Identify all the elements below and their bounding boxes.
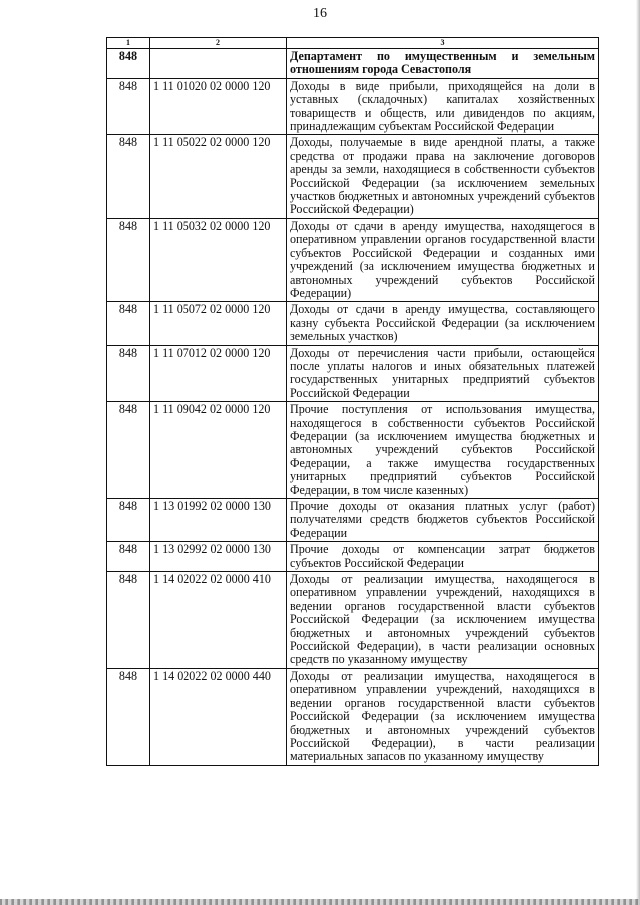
table-row <box>107 402 599 499</box>
revenue-code-cell: 1 11 05022 02 0000 120 <box>150 135 287 218</box>
revenue-description-cell: Доходы от сдачи в аренду имущества, составляющего казну субъекта Российской Федерации (за исключением земельных участков) <box>287 302 599 345</box>
table-row <box>107 302 599 345</box>
revenue-code-cell: 1 14 02022 02 0000 410 <box>150 572 287 669</box>
revenue-code-cell: 1 11 05072 02 0000 120 <box>150 302 287 345</box>
scan-bottom-noise <box>0 899 640 905</box>
column-number-2: 2 <box>150 38 287 49</box>
revenue-codes-table <box>106 37 599 766</box>
admin-code-cell: 848 <box>107 402 150 499</box>
revenue-code-cell: 1 13 02992 02 0000 130 <box>150 542 287 572</box>
admin-code-cell: 848 <box>107 49 150 79</box>
admin-code-cell: 848 <box>107 302 150 345</box>
column-number-row <box>107 38 599 49</box>
table-row <box>107 572 599 669</box>
table-row <box>107 542 599 572</box>
revenue-code-cell: 1 11 07012 02 0000 120 <box>150 345 287 402</box>
revenue-description-cell: Прочие поступления от использования имущества, находящегося в собственности субъектов Российской Федерации (за исключением имущества бюджетных и автономных учреждений субъектов Российской Федерации, а также имущества государственных унитарных предприятий субъектов Российской Федерации, в том числе казенных) <box>287 402 599 499</box>
revenue-description-cell: Прочие доходы от оказания платных услуг (работ) получателями средств бюджетов субъектов Российской Федерации <box>287 499 599 542</box>
scan-edge-shadow <box>636 0 640 905</box>
admin-code-cell: 848 <box>107 542 150 572</box>
revenue-code-cell <box>150 49 287 79</box>
revenue-description-cell: Доходы в виде прибыли, приходящейся на доли в уставных (складочных) капиталах хозяйственных товариществ и обществ, или дивидендов по акциям, принадлежащим субъектам Российской Федерации <box>287 78 599 135</box>
admin-code-cell: 848 <box>107 345 150 402</box>
table-header <box>107 38 599 49</box>
table-row <box>107 345 599 402</box>
revenue-code-cell: 1 11 01020 02 0000 120 <box>150 78 287 135</box>
table-row <box>107 218 599 301</box>
revenue-code-cell: 1 11 05032 02 0000 120 <box>150 218 287 301</box>
revenue-code-cell: 1 11 09042 02 0000 120 <box>150 402 287 499</box>
revenue-description-cell: Доходы от сдачи в аренду имущества, находящегося в оперативном управлении органов государственной власти субъектов Российской Федерации и созданных ими учреждений (за исключением имущества бюджетных и автономных учреждений субъектов Российской Федерации) <box>287 218 599 301</box>
revenue-description-cell: Доходы, получаемые в виде арендной платы, а также средства от продажи права на заключение договоров аренды за земли, находящиеся в собственности субъектов Российской Федерации (за исключением земельных участков бюджетных и автономных учреждений субъектов Российской Федерации) <box>287 135 599 218</box>
table-row <box>107 78 599 135</box>
admin-code-cell: 848 <box>107 668 150 765</box>
column-number-3: 3 <box>287 38 599 49</box>
page-number: 16 <box>313 6 327 21</box>
revenue-description-cell: Доходы от реализации имущества, находящегося в оперативном управлении учреждений, находящихся в ведении органов государственной власти субъектов Российской Федерации (за исключением имущества бюджетных и автономных учреждений субъектов Российской Федерации), в части реализации основных средств по указанному имуществу <box>287 572 599 669</box>
revenue-description-cell: Доходы от перечисления части прибыли, остающейся после уплаты налогов и иных обязательных платежей государственных унитарных предприятий субъектов Российской Федерации <box>287 345 599 402</box>
revenue-code-cell: 1 14 02022 02 0000 440 <box>150 668 287 765</box>
table-body <box>107 49 599 766</box>
department-heading-row <box>107 49 599 79</box>
table-row <box>107 135 599 218</box>
admin-code-cell: 848 <box>107 78 150 135</box>
revenue-description-cell: Департамент по имущественным и земельным отношениям города Севастополя <box>287 49 599 79</box>
admin-code-cell: 848 <box>107 218 150 301</box>
revenue-description-cell: Доходы от реализации имущества, находящегося в оперативном управлении учреждений, находящихся в ведении органов государственной власти субъектов Российской Федерации (за исключением имущества бюджетных и автономных учреждений субъектов Российской Федерации), в части реализации материальных запасов по указанному имуществу <box>287 668 599 765</box>
table-row <box>107 668 599 765</box>
admin-code-cell: 848 <box>107 572 150 669</box>
column-number-1: 1 <box>107 38 150 49</box>
admin-code-cell: 848 <box>107 135 150 218</box>
table-row <box>107 499 599 542</box>
admin-code-cell: 848 <box>107 499 150 542</box>
revenue-code-cell: 1 13 01992 02 0000 130 <box>150 499 287 542</box>
revenue-description-cell: Прочие доходы от компенсации затрат бюджетов субъектов Российской Федерации <box>287 542 599 572</box>
